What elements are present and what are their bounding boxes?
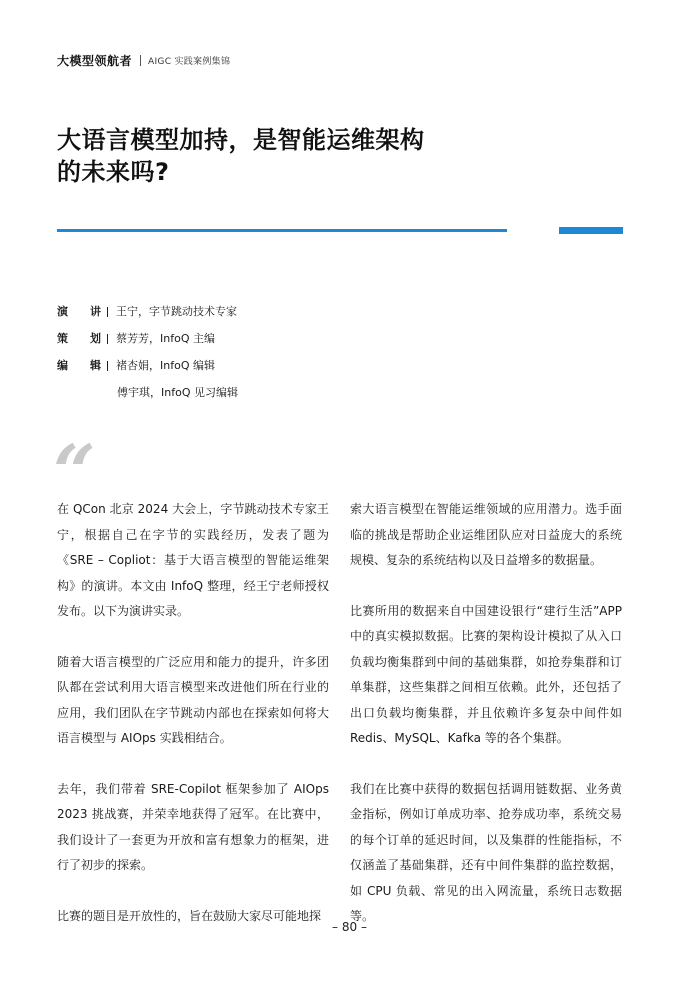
article-title-line-2: 的未来吗? xyxy=(57,158,170,186)
credit-row-planner xyxy=(57,325,238,352)
header-subtitle: AIGC 实践案例集锦 xyxy=(148,56,231,67)
credit-row-editor xyxy=(57,352,238,379)
body-paragraph: 比赛的题目是开放性的，旨在鼓励大家尽可能地探 xyxy=(57,908,322,923)
title-underline-accent xyxy=(559,227,623,234)
body-paragraph: 去年，我们带着 SRE-Copilot 框架参加了 AIOps 2023 挑战赛，并荣幸地获得了冠军。在比赛中，我们设计了一套更为开放和富有想象力的框架，进行了初步的探索。 xyxy=(57,781,329,872)
credit-value-planner: 蔡芳芳，InfoQ 主编 xyxy=(116,332,215,345)
header-brand: 大模型领航者 xyxy=(57,53,133,68)
credit-role-speaker xyxy=(57,298,101,325)
credit-separator xyxy=(107,307,108,317)
body-paragraph: 在 QCon 北京 2024 大会上，字节跳动技术专家王宁，根据自己在字节的实践经历，发表了题为《SRE – Copliot：基于大语言模型的智能运维架构》的演讲。本文由 InfoQ 整理，经王宁老师授权发布。以下为演讲实录。 xyxy=(57,502,329,618)
credit-role-char: 演 xyxy=(57,305,68,318)
credit-value-intern-editor: 傅宇琪，InfoQ 见习编辑 xyxy=(117,386,238,399)
credit-separator xyxy=(107,361,108,371)
title-underline-thin xyxy=(57,229,507,232)
article-title xyxy=(57,124,617,188)
body-paragraph: 比赛所用的数据来自中国建设银行“建行生活”APP 中的真实模拟数据。比赛的架构设计模拟了从入口负载均衡集群到中间的基础集群，如抢券集群和订单集群，这些集群之间相互依赖。此外，还包括了出口负载均衡集群，并且依赖许多复杂中间件如 Redis、MySQL、Kafka 等的各个集群。 xyxy=(350,603,622,745)
running-header xyxy=(57,51,230,69)
body-paragraph: 随着大语言模型的广泛应用和能力的提升，许多团队都在尝试利用大语言模型来改进他们所在行业的应用，我们团队在字节跳动内部也在探索如何将大语言模型与 AIOps 实践相结合。 xyxy=(57,654,329,745)
credit-role-char: 编 xyxy=(57,359,68,372)
page-number: – 80 – xyxy=(332,920,367,934)
title-underline xyxy=(57,227,623,233)
credit-role-char: 辑 xyxy=(90,359,101,372)
credit-value-editor: 褚杏娟，InfoQ 编辑 xyxy=(116,359,215,372)
quote-mark-icon: “ xyxy=(53,430,96,516)
credit-role-planner xyxy=(57,325,101,352)
credit-row-intern-editor xyxy=(57,379,238,406)
credit-role-char: 划 xyxy=(90,332,101,345)
credit-value-speaker: 王宁，字节跳动技术专家 xyxy=(116,305,237,318)
body-paragraph: 我们在比赛中获得的数据包括调用链数据、业务黄金指标，例如订单成功率、抢券成功率，系统交易的每个订单的延迟时间，以及集群的性能指标，不仅涵盖了基础集群，还有中间件集群的监控数据，如 CPU 负载、常见的出入网流量，系统日志数据等。 xyxy=(350,781,622,923)
article-title-line-1: 大语言模型加持，是智能运维架构 xyxy=(57,126,425,154)
credits-block xyxy=(57,298,238,406)
credit-row-speaker xyxy=(57,298,238,325)
credit-role-char: 策 xyxy=(57,332,68,345)
header-divider xyxy=(140,55,141,66)
credit-separator xyxy=(107,334,108,344)
body-column-left xyxy=(57,497,329,954)
body-column-right xyxy=(350,497,622,955)
body-paragraph: 索大语言模型在智能运维领域的应用潜力。选手面临的挑战是帮助企业运维团队应对日益庞大的系统规模、复杂的系统结构以及日益增多的数据量。 xyxy=(350,502,622,567)
credit-role-editor xyxy=(57,352,101,379)
credit-role-char: 讲 xyxy=(90,305,101,318)
